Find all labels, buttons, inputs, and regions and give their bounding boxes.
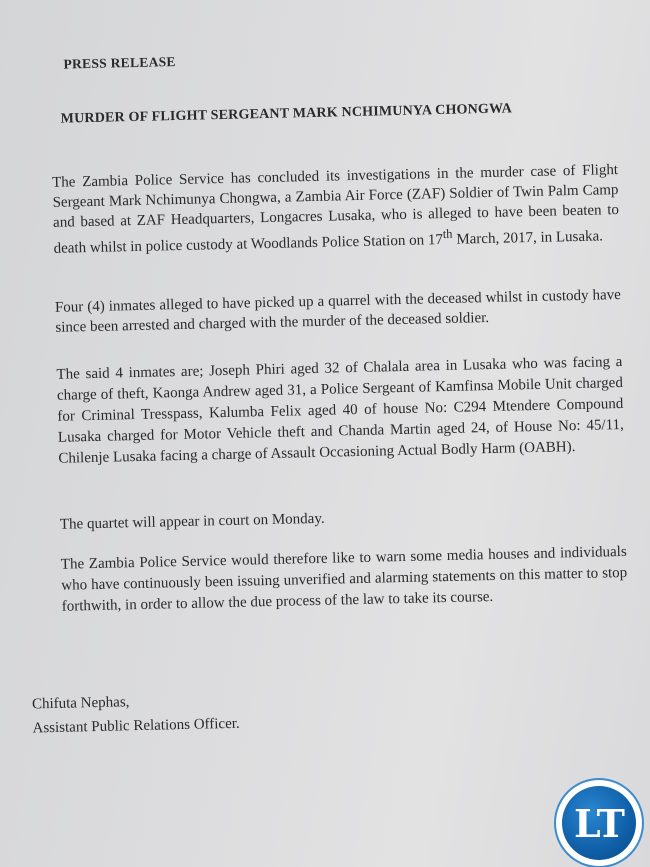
- paragraph-inmates: The said 4 inmates are; Joseph Phiri aged 32 of Chalala area in Lusaka who was facing a charge of theft, Kaonga Andrew aged 31, a Police Sergeant of Kamfinsa Mobile Unit charged for Criminal Tresspass, Kalumba Felix aged 40 of house No: C294 Mtendere Compound Lusaka charged for Motor Vehicle theft and Chanda Martin aged 24, of House No: 45/11, Chilenje Lusaka facing a charge of Assault Occasioning Actual Bodly Harm (OABH).: [56, 353, 624, 467]
- signature-block: [32, 688, 240, 741]
- press-release-label: PRESS RELEASE: [63, 54, 176, 72]
- paragraph-investigation-text: The Zambia Police Service has concluded its investigations in the murder case of Flight Sergeant Mark Nchimunya Chongwa, a Zambia Air Force (ZAF) Soldier of Twin Palm Camp and based at ZAF Headquarters, Longacres Lusaka, who is alleged to have been beaten to death whilst in police custody at Woodlands Police Station on 17: [51, 162, 620, 257]
- signatory-role: Assistant Public Relations Officer.: [32, 715, 240, 737]
- date-superscript: th: [442, 226, 453, 242]
- paragraph-warning: The Zambia Police Service would therefore like to warn some media houses and individuals who have continuously been issuing unverified and alarming statements on this matter to stop forthwith, in order to allow the due process of the law to take its course.: [60, 543, 628, 615]
- signatory-name: Chifuta Nephas,: [31, 694, 130, 713]
- document-title: MURDER OF FLIGHT SERGEANT MARK NCHIMUNYA CHONGWA: [60, 101, 513, 127]
- paragraph-arrests: Four (4) inmates alleged to have picked up a quarrel with the deceased whilst in custody have since been arrested and charged with the murder of the deceased soldier.: [54, 286, 622, 336]
- paragraph-court: The quartet will appear in court on Monday.: [59, 510, 325, 533]
- lt-watermark-logo: [556, 780, 642, 866]
- paragraph-investigation-date: March, 2017, in Lusaka.: [452, 228, 604, 248]
- lt-logo-mark: LT: [562, 786, 636, 860]
- paragraph-investigation: [52, 160, 620, 259]
